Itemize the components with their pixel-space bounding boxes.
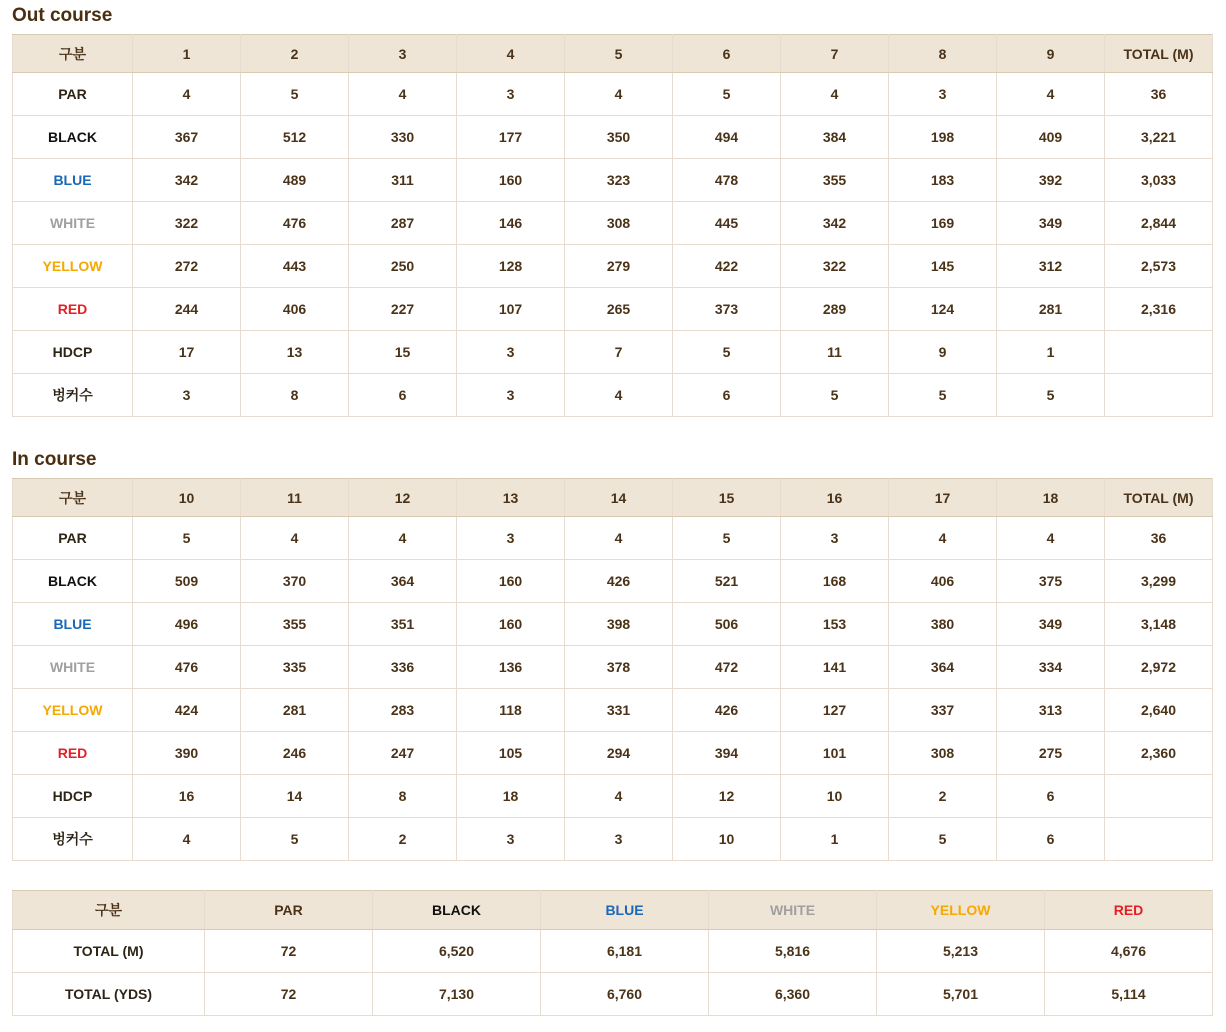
in-course-cell: 521 [673,560,781,603]
in-course-cell: 331 [565,689,673,732]
summary-cell: 5,816 [709,930,877,973]
out-course-cell: 17 [133,331,241,374]
out-course-cell: 1 [997,331,1105,374]
in-course-row-yellow [13,689,1213,732]
in-course-cell: 364 [889,646,997,689]
in-course-cell: 6 [997,775,1105,818]
in-course-cell: 8 [349,775,457,818]
out-course-cell: 2,573 [1105,245,1213,288]
summary-cell: 7,130 [373,973,541,1016]
in-course-cell: 153 [781,603,889,646]
out-course-cell: 6 [673,374,781,417]
out-course-row-red [13,288,1213,331]
out-course-header-category: 구분 [13,35,133,73]
out-course-cell: 183 [889,159,997,202]
in-course-cell [1105,818,1213,861]
out-course-cell: 349 [997,202,1105,245]
out-course-cell: 2,844 [1105,202,1213,245]
in-course-cell: 141 [781,646,889,689]
out-course-row-label: WHITE [13,202,133,245]
in-course-cell: 101 [781,732,889,775]
out-course-cell: 146 [457,202,565,245]
in-course-cell: 10 [673,818,781,861]
in-course-cell: 14 [241,775,349,818]
out-course-cell: 5 [241,73,349,116]
in-course-table [12,478,1213,861]
out-course-header-hole: 2 [241,35,349,73]
summary-row-total-yds [13,973,1213,1016]
summary-header-category: 구분 [13,891,205,930]
summary-cell: 5,213 [877,930,1045,973]
out-course-header-hole: 3 [349,35,457,73]
summary-cell: 6,181 [541,930,709,973]
in-course-cell: 118 [457,689,565,732]
out-course-cell: 367 [133,116,241,159]
out-course-cell: 11 [781,331,889,374]
in-course-cell: 3 [781,517,889,560]
out-course-cell: 4 [565,73,673,116]
out-course-cell: 9 [889,331,997,374]
out-course-row-blue [13,159,1213,202]
out-course-cell: 312 [997,245,1105,288]
out-course-cell: 409 [997,116,1105,159]
in-course-header-hole: 18 [997,479,1105,517]
out-course-header-hole: 8 [889,35,997,73]
out-course-cell: 330 [349,116,457,159]
in-course-title: In course [12,449,97,470]
in-course-cell: 337 [889,689,997,732]
in-course-row-blue [13,603,1213,646]
out-course-cell: 342 [133,159,241,202]
in-course-cell: 3 [457,818,565,861]
out-course-cell: 128 [457,245,565,288]
out-course-cell: 227 [349,288,457,331]
in-course-cell: 36 [1105,517,1213,560]
in-course-cell: 4 [241,517,349,560]
out-course-cell: 443 [241,245,349,288]
in-course-cell: 127 [781,689,889,732]
in-course-cell: 308 [889,732,997,775]
out-course-cell: 4 [133,73,241,116]
in-course-cell: 4 [997,517,1105,560]
in-course-header-hole: 14 [565,479,673,517]
in-course-cell: 370 [241,560,349,603]
out-course-cell: 145 [889,245,997,288]
out-course-cell: 3 [457,73,565,116]
out-course-row-bunkers [13,374,1213,417]
out-course-row-white [13,202,1213,245]
in-course-cell: 4 [889,517,997,560]
in-course-cell: 380 [889,603,997,646]
out-course-cell: 373 [673,288,781,331]
out-course-header-total: TOTAL (M) [1105,35,1213,73]
out-course-cell [1105,374,1213,417]
in-course-cell [1105,775,1213,818]
summary-row-label: TOTAL (YDS) [13,973,205,1016]
in-course-row-label: HDCP [13,775,133,818]
in-course-cell: 246 [241,732,349,775]
in-course-cell: 1 [781,818,889,861]
in-course-row-bunkers [13,818,1213,861]
out-course-row-label: YELLOW [13,245,133,288]
out-course-header-hole: 6 [673,35,781,73]
out-course-cell: 5 [889,374,997,417]
out-course-cell: 322 [781,245,889,288]
in-course-cell: 2 [349,818,457,861]
out-course-header-hole: 1 [133,35,241,73]
summary-cell: 4,676 [1045,930,1213,973]
in-course-cell: 364 [349,560,457,603]
in-course-header-category: 구분 [13,479,133,517]
out-course-row-black [13,116,1213,159]
out-course-cell: 476 [241,202,349,245]
out-course-cell: 265 [565,288,673,331]
out-course-cell [1105,331,1213,374]
in-course-cell: 3 [565,818,673,861]
in-course-row-label: YELLOW [13,689,133,732]
out-course-row-par [13,73,1213,116]
summary-cell: 5,114 [1045,973,1213,1016]
in-course-cell: 334 [997,646,1105,689]
out-course-cell: 445 [673,202,781,245]
out-course-cell: 287 [349,202,457,245]
in-course-cell: 424 [133,689,241,732]
out-course-header-hole: 4 [457,35,565,73]
out-course-cell: 4 [565,374,673,417]
out-course-cell: 3 [133,374,241,417]
in-course-cell: 472 [673,646,781,689]
out-course-cell: 36 [1105,73,1213,116]
out-course-row-label: BLACK [13,116,133,159]
out-course-cell: 478 [673,159,781,202]
in-course-header-hole: 12 [349,479,457,517]
out-course-cell: 322 [133,202,241,245]
out-course-cell: 169 [889,202,997,245]
in-course-cell: 349 [997,603,1105,646]
out-course-cell: 392 [997,159,1105,202]
out-course-header-hole: 5 [565,35,673,73]
out-course-cell: 198 [889,116,997,159]
out-course-row-label: HDCP [13,331,133,374]
in-course-cell: 6 [997,818,1105,861]
in-course-header-hole: 17 [889,479,997,517]
in-course-row-red [13,732,1213,775]
in-course-header-row [13,479,1213,517]
in-course-row-label: RED [13,732,133,775]
summary-cell: 5,701 [877,973,1045,1016]
in-course-header-total: TOTAL (M) [1105,479,1213,517]
out-course-cell: 244 [133,288,241,331]
in-course-header-hole: 11 [241,479,349,517]
out-course-cell: 272 [133,245,241,288]
out-course-table [12,34,1213,417]
summary-row-total-m [13,930,1213,973]
out-course-cell: 8 [241,374,349,417]
in-course-cell: 3,299 [1105,560,1213,603]
in-course-cell: 3,148 [1105,603,1213,646]
in-course-cell: 12 [673,775,781,818]
summary-header-red: RED [1045,891,1213,930]
in-course-cell: 4 [133,818,241,861]
in-course-cell: 168 [781,560,889,603]
summary-cell: 6,360 [709,973,877,1016]
in-course-cell: 18 [457,775,565,818]
out-course-cell: 289 [781,288,889,331]
out-course-cell: 489 [241,159,349,202]
summary-header-yellow: YELLOW [877,891,1045,930]
in-course-cell: 476 [133,646,241,689]
in-course-cell: 509 [133,560,241,603]
summary-header-black: BLACK [373,891,541,930]
in-course-header-hole: 10 [133,479,241,517]
in-course-cell: 355 [241,603,349,646]
summary-header-blue: BLUE [541,891,709,930]
out-course-cell: 5 [997,374,1105,417]
in-course-cell: 426 [565,560,673,603]
in-course-header-hole: 13 [457,479,565,517]
in-course-cell: 406 [889,560,997,603]
out-course-cell: 3,033 [1105,159,1213,202]
in-course-cell: 3 [457,517,565,560]
summary-cell: 6,760 [541,973,709,1016]
out-course-header-hole: 9 [997,35,1105,73]
in-course-row-label: WHITE [13,646,133,689]
summary-header-white: WHITE [709,891,877,930]
in-course-row-black [13,560,1213,603]
in-course-cell: 10 [781,775,889,818]
out-course-row-label: BLUE [13,159,133,202]
in-course-cell: 5 [133,517,241,560]
out-course-cell: 4 [349,73,457,116]
summary-cell: 72 [205,973,373,1016]
in-course-cell: 394 [673,732,781,775]
out-course-cell: 7 [565,331,673,374]
summary-header-row [13,891,1213,930]
out-course-cell: 107 [457,288,565,331]
in-course-cell: 2 [889,775,997,818]
in-course-cell: 294 [565,732,673,775]
out-course-header-hole: 7 [781,35,889,73]
in-course-cell: 275 [997,732,1105,775]
out-course-cell: 342 [781,202,889,245]
in-course-header-hole: 16 [781,479,889,517]
in-course-row-label: BLACK [13,560,133,603]
summary-header-par: PAR [205,891,373,930]
in-course-cell: 506 [673,603,781,646]
in-course-cell: 375 [997,560,1105,603]
summary-cell: 6,520 [373,930,541,973]
out-course-cell: 160 [457,159,565,202]
out-course-cell: 355 [781,159,889,202]
out-course-header-row [13,35,1213,73]
in-course-row-label: PAR [13,517,133,560]
out-course-cell: 4 [781,73,889,116]
out-course-cell: 406 [241,288,349,331]
out-course-cell: 279 [565,245,673,288]
out-course-row-hdcp [13,331,1213,374]
out-course-cell: 5 [781,374,889,417]
in-course-header-hole: 15 [673,479,781,517]
out-course-cell: 323 [565,159,673,202]
out-course-cell: 3,221 [1105,116,1213,159]
summary-table [12,890,1213,1016]
out-course-row-label: 벙커수 [13,374,133,417]
in-course-row-par [13,517,1213,560]
out-course-cell: 6 [349,374,457,417]
in-course-cell: 4 [349,517,457,560]
in-course-cell: 160 [457,603,565,646]
out-course-body [13,73,1213,417]
in-course-cell: 5 [889,818,997,861]
in-course-row-hdcp [13,775,1213,818]
out-course-row-yellow [13,245,1213,288]
in-course-cell: 2,640 [1105,689,1213,732]
summary-row-label: TOTAL (M) [13,930,205,973]
in-course-cell: 378 [565,646,673,689]
out-course-row-label: PAR [13,73,133,116]
out-course-cell: 13 [241,331,349,374]
out-course-cell: 15 [349,331,457,374]
out-course-cell: 494 [673,116,781,159]
in-course-cell: 351 [349,603,457,646]
out-course-cell: 512 [241,116,349,159]
in-course-cell: 313 [997,689,1105,732]
in-course-cell: 5 [673,517,781,560]
summary-body [13,930,1213,1016]
out-course-cell: 281 [997,288,1105,331]
in-course-cell: 336 [349,646,457,689]
out-course-cell: 4 [997,73,1105,116]
in-course-cell: 390 [133,732,241,775]
out-course-cell: 311 [349,159,457,202]
in-course-cell: 160 [457,560,565,603]
out-course-cell: 2,316 [1105,288,1213,331]
out-course-cell: 250 [349,245,457,288]
in-course-cell: 4 [565,775,673,818]
out-course-cell: 5 [673,331,781,374]
in-course-cell: 398 [565,603,673,646]
out-course-cell: 3 [889,73,997,116]
in-course-row-white [13,646,1213,689]
in-course-cell: 136 [457,646,565,689]
in-course-cell: 247 [349,732,457,775]
in-course-cell: 2,360 [1105,732,1213,775]
summary-cell: 72 [205,930,373,973]
out-course-cell: 384 [781,116,889,159]
out-course-cell: 124 [889,288,997,331]
in-course-cell: 5 [241,818,349,861]
out-course-cell: 422 [673,245,781,288]
out-course-cell: 350 [565,116,673,159]
in-course-cell: 281 [241,689,349,732]
out-course-cell: 3 [457,374,565,417]
out-course-cell: 177 [457,116,565,159]
in-course-row-label: 벙커수 [13,818,133,861]
in-course-cell: 4 [565,517,673,560]
in-course-cell: 426 [673,689,781,732]
out-course-cell: 3 [457,331,565,374]
out-course-cell: 308 [565,202,673,245]
out-course-cell: 5 [673,73,781,116]
in-course-cell: 16 [133,775,241,818]
in-course-cell: 283 [349,689,457,732]
out-course-row-label: RED [13,288,133,331]
in-course-cell: 335 [241,646,349,689]
in-course-row-label: BLUE [13,603,133,646]
in-course-cell: 2,972 [1105,646,1213,689]
out-course-title: Out course [12,5,113,26]
in-course-body [13,517,1213,861]
in-course-cell: 105 [457,732,565,775]
in-course-cell: 496 [133,603,241,646]
